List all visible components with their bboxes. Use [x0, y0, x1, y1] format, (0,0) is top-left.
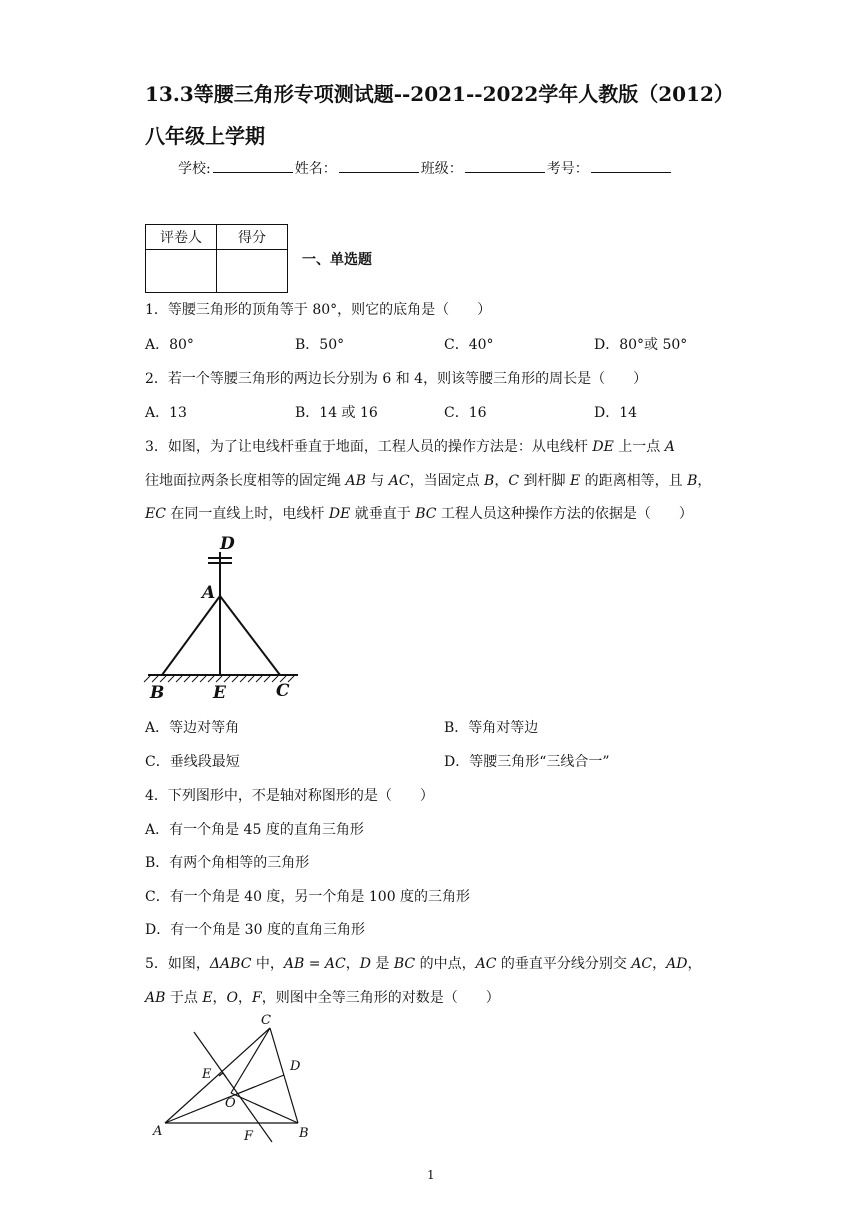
section-heading: 一、单选题 — [302, 252, 372, 268]
score-table — [145, 224, 288, 293]
q3-option-b[interactable]: B．等角对等边 — [444, 720, 539, 736]
q2-stem: 2．若一个等腰三角形的两边长分别为 6 和 4，则该等腰三角形的周长是（ ） — [145, 371, 648, 387]
label-o: O — [225, 1096, 236, 1111]
label-c: C — [276, 681, 290, 701]
label-f: F — [244, 1129, 254, 1144]
q4-option-c[interactable]: C．有一个角是 40 度，另一个角是 100 度的三角形 — [145, 889, 471, 905]
number-blank[interactable] — [591, 158, 671, 173]
q3-stem-line-2: 往地面拉两条长度相等的固定绳 AB 与 AC，当固定点 B，C 到杆脚 E 的距离相等，且 B， — [145, 473, 712, 489]
q5-stem-line-1: 5．如图，ΔABC 中，AB = AC，D 是 BC 的中点，AC 的垂直平分线分别交 AC，AD， — [145, 956, 702, 972]
label-c: C — [261, 1013, 271, 1028]
q2-option-c[interactable]: C．16 — [444, 405, 487, 421]
q3-option-a[interactable]: A．等边对等角 — [145, 720, 240, 736]
segment-ac — [165, 1028, 270, 1123]
score-header: 得分 — [217, 225, 288, 250]
q1-option-d[interactable]: D．80°或 50° — [594, 337, 688, 353]
class-label: 班级： — [420, 161, 463, 177]
class-blank[interactable] — [465, 158, 545, 173]
q4-option-a[interactable]: A．有一个角是 45 度的直角三角形 — [145, 822, 364, 838]
document-title-line-1: 13.3等腰三角形专项测试题--2021--2022学年人教版（2012） — [145, 82, 734, 106]
q1-option-c[interactable]: C．40° — [444, 337, 494, 353]
label-b: B — [299, 1126, 309, 1141]
rope-ab — [162, 596, 220, 675]
student-info-row — [178, 158, 673, 178]
q1-option-b[interactable]: B．50° — [295, 337, 345, 353]
q4-option-b[interactable]: B．有两个角相等的三角形 — [145, 855, 310, 871]
number-label: 考号： — [546, 161, 589, 177]
label-e: E — [202, 1067, 212, 1082]
q1-stem: 1．等腰三角形的顶角等于 80°，则它的底角是（ ） — [145, 302, 492, 318]
q4-option-d[interactable]: D．有一个角是 30 度的直角三角形 — [145, 922, 365, 938]
perpendicular-bisector — [194, 1032, 272, 1142]
school-label: 学校: — [178, 161, 211, 177]
q2-option-d[interactable]: D．14 — [594, 405, 638, 421]
name-blank[interactable] — [339, 158, 419, 173]
label-a: A — [153, 1124, 163, 1139]
name-label: 姓名： — [294, 161, 337, 177]
q5-stem-line-2: AB 于点 E，O，F，则图中全等三角形的对数是（ ） — [145, 990, 500, 1006]
q3-pole-figure — [140, 530, 310, 702]
q5-triangle-figure — [150, 1010, 325, 1150]
reviewer-cell[interactable] — [146, 250, 217, 293]
q2-option-b[interactable]: B．14 或 16 — [295, 405, 378, 421]
label-a: A — [202, 583, 216, 603]
document-title-line-2: 八年级上学期 — [145, 124, 265, 148]
rope-ac — [220, 596, 280, 675]
label-d: D — [220, 534, 235, 554]
label-b: B — [150, 683, 165, 702]
q3-stem-line-1: 3．如图，为了让电线杆垂直于地面，工程人员的操作方法是：从电线杆 DE 上一点 A — [145, 439, 675, 455]
q3-option-c[interactable]: C．垂线段最短 — [145, 754, 240, 770]
page-number: 1 — [427, 1168, 435, 1182]
reviewer-header: 评卷人 — [146, 225, 217, 250]
label-d: D — [290, 1059, 301, 1074]
q2-option-a[interactable]: A．13 — [145, 405, 187, 421]
score-cell[interactable] — [217, 250, 288, 293]
q3-stem-line-3: EC 在同一直线上时，电线杆 DE 就垂直于 BC 工程人员这种操作方法的依据是（ ） — [145, 506, 693, 522]
school-blank[interactable] — [213, 158, 293, 173]
q1-option-a[interactable]: A．80° — [145, 337, 194, 353]
q3-option-d[interactable]: D．等腰三角形“三线合一” — [444, 754, 610, 770]
q4-stem: 4．下列图形中，不是轴对称图形的是（ ） — [145, 788, 434, 804]
label-e: E — [213, 683, 226, 702]
